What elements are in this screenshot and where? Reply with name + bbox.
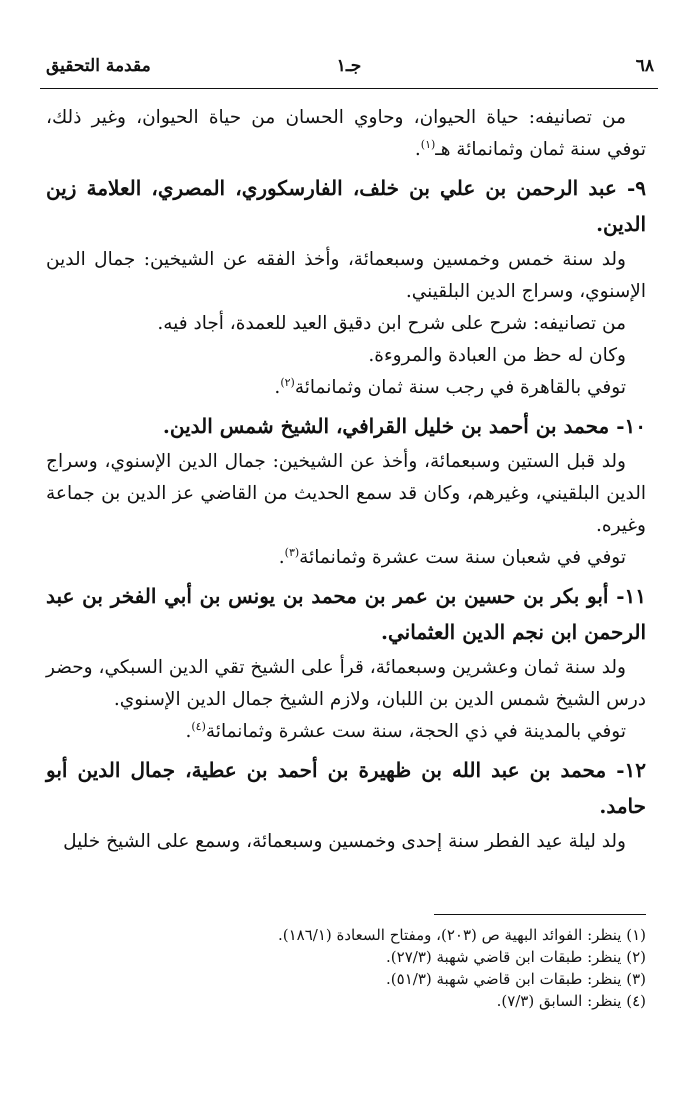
biography-heading: ١١- أبو بكر بن حسين بن عمر بن محمد بن يونس بن أبي الفخر بن عبد الرحمن ابن نجم الدين العثماني. xyxy=(46,584,646,644)
footnote-ref: (١) xyxy=(420,137,436,151)
footnote-ref: (٢) xyxy=(280,375,295,389)
page-number: ٦٨ xyxy=(635,56,654,76)
paragraph: من تصانيفه: شرح على شرح ابن دقيق العيد للعمدة، أجاد فيه. xyxy=(157,313,626,334)
footnote-rule xyxy=(434,914,646,915)
paragraph: وكان له حظ من العبادة والمروءة. xyxy=(368,345,626,366)
running-title: مقدمة التحقيق xyxy=(46,56,151,76)
footnote: (١) ينظر: الفوائد البهية ص (٢٠٣)، ومفتاح السعادة (١٨٦/١). xyxy=(277,926,646,944)
biography-heading: ١٠- محمد بن أحمد بن خليل القرافي، الشيخ شمس الدين. xyxy=(162,414,646,438)
footnote: (٣) ينظر: طبقات ابن قاضي شهبة (٥١/٣). xyxy=(386,970,646,988)
biography-heading: ١٢- محمد بن عبد الله بن ظهيرة بن أحمد بن عطية، جمال الدين أبو حامد. xyxy=(46,758,646,818)
paragraph: ولد سنة خمس وخمسين وسبعمائة، وأخذ الفقه عن الشيخين: جمال الدين الإسنوي، وسراج الدين البلقيني. xyxy=(46,249,646,302)
paragraph: من تصانيفه: حياة الحيوان، وحاوي الحسان من حياة الحيوان، وغير ذلك، توفي سنة ثمان وثمانمائة هـ$^{(١)}$. xyxy=(46,107,646,160)
paragraph: توفي بالمدينة في ذي الحجة، سنة ست عشرة وثمانمائة$^{(٤)}$. xyxy=(185,719,626,742)
footnotes xyxy=(46,924,646,1012)
footnote: (٤) ينظر: السابق (٧/٣). xyxy=(496,992,646,1010)
paragraph: توفي بالقاهرة في رجب سنة ثمان وثمانمائة$^{(٢)}$. xyxy=(274,375,626,398)
body-text xyxy=(46,102,646,858)
footnote-ref: (٤) xyxy=(191,719,206,733)
biography-heading: ٩- عبد الرحمن بن علي بن خلف، الفارسكوري، المصري، العلامة زين الدين. xyxy=(46,176,646,236)
paragraph: ولد قبل الستين وسبعمائة، وأخذ عن الشيخين: جمال الدين الإسنوي، وسراج الدين البلقيني، وغيرهم، وكان قد سمع الحديث من القاضي عز الدين بن جماعة وغيره. xyxy=(46,451,646,536)
footnote-ref: (٣) xyxy=(284,545,300,559)
footnote: (٢) ينظر: طبقات ابن قاضي شهبة (٢٧/٣). xyxy=(386,948,646,966)
header-rule xyxy=(40,88,658,89)
volume-label: جـ١ xyxy=(336,56,362,76)
paragraph: توفي في شعبان سنة ست عشرة وثمانمائة$^{(٣)}$. xyxy=(278,545,626,568)
paragraph: ولد سنة ثمان وعشرين وسبعمائة، قرأ على الشيخ تقي الدين السبكي، وحضر درس الشيخ شمس الدين بن اللبان، ولازم الشيخ جمال الدين الإسنوي. xyxy=(46,657,646,710)
page-header xyxy=(40,54,658,84)
paragraph: ولد ليلة عيد الفطر سنة إحدى وخمسين وسبعمائة، وسمع على الشيخ خليل xyxy=(63,831,626,852)
